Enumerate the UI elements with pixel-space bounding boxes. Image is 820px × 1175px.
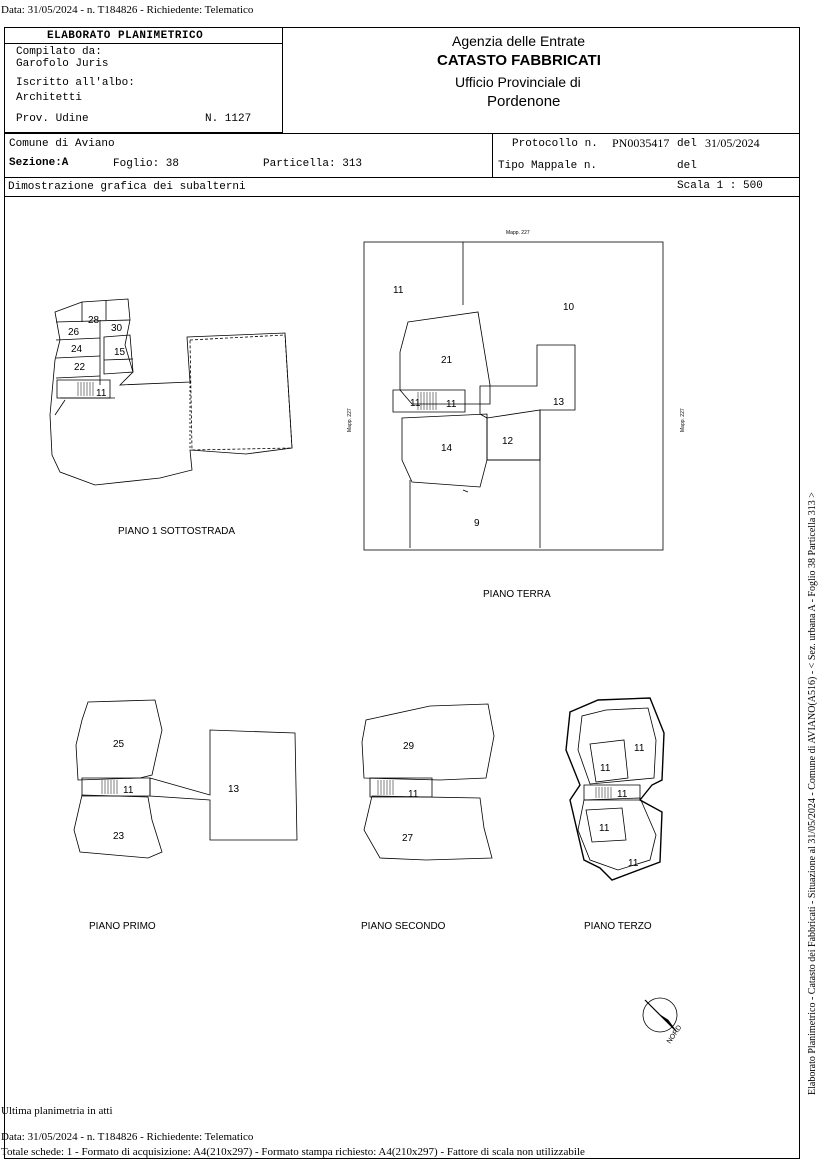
- prov-label: Prov. Udine: [16, 113, 89, 125]
- sezione-label: Sezione:A: [9, 157, 69, 169]
- unit-label: 11: [96, 388, 107, 399]
- comune-label: Comune di Aviano: [9, 138, 115, 150]
- unit-label: 29: [403, 741, 415, 752]
- unit-label: 24: [71, 344, 83, 355]
- protocollo-date: 31/05/2024: [705, 136, 760, 150]
- iscritto-value: Architetti: [16, 92, 83, 104]
- floor-name-primo: PIANO PRIMO: [89, 921, 156, 932]
- unit-label: 14: [441, 443, 453, 454]
- unit-label: 11: [628, 858, 639, 869]
- dimostrazione-label: Dimostrazione grafica dei subalterni: [8, 181, 246, 193]
- plan-terra: [364, 242, 663, 550]
- header-request-info: Data: 31/05/2024 - n. T184826 - Richiedente: Telematico: [1, 4, 254, 16]
- protocollo-label: Protocollo n.: [512, 138, 598, 150]
- title-heading: ELABORATO PLANIMETRICO: [47, 30, 204, 42]
- plan-primo: [74, 700, 297, 858]
- floor-name-sottostrada: PIANO 1 SOTTOSTRADA: [118, 526, 236, 537]
- particella-label: Particella: 313: [263, 158, 363, 170]
- foglio-label: Foglio: 38: [113, 158, 180, 170]
- unit-label: 22: [74, 362, 86, 373]
- ultima-planimetria: Ultima planimetria in atti: [1, 1105, 113, 1117]
- unit-label: 13: [553, 397, 565, 408]
- floor-name-terzo: PIANO TERZO: [584, 921, 652, 932]
- unit-label: 13: [228, 784, 240, 795]
- unit-label: 11: [410, 398, 421, 409]
- albo-number: N. 1127: [205, 113, 252, 125]
- unit-label: 30: [111, 323, 123, 334]
- agency-ufficio: Ufficio Provinciale di: [455, 74, 581, 90]
- tipo-mappale-label: Tipo Mappale n.: [498, 160, 598, 172]
- plan-terzo: [566, 698, 664, 880]
- unit-label: 11: [634, 743, 645, 754]
- plan-secondo: [362, 704, 494, 860]
- side-caption: Elaborato Planimetrico - Catasto dei Fabbricati - Situazione al 31/05/2024 - Comune di AVIANO(A516) - < Sez. urbana A - Foglio 38 Particella 313 >: [807, 492, 818, 1095]
- agency-provincia: Pordenone: [487, 93, 561, 110]
- north-label: NORD: [665, 1024, 684, 1046]
- mapp-label-top: Mapp. 227: [506, 230, 530, 236]
- north-arrow-icon: [643, 998, 677, 1032]
- unit-label: 26: [68, 327, 80, 338]
- compilato-label: Compilato da:: [16, 46, 102, 58]
- protocollo-del-label: del: [677, 138, 697, 150]
- agency-catasto: CATASTO FABBRICATI: [437, 52, 601, 69]
- floor-name-terra: PIANO TERRA: [483, 589, 551, 600]
- unit-label: 15: [114, 347, 126, 358]
- unit-label: 25: [113, 739, 125, 750]
- protocollo-value: PN0035417: [612, 136, 670, 150]
- agency-name: Agenzia delle Entrate: [452, 33, 586, 49]
- unit-label: 11: [393, 285, 404, 296]
- unit-label: 23: [113, 831, 125, 842]
- unit-label: 27: [402, 833, 414, 844]
- plan-sottostrada: [50, 299, 292, 485]
- unit-label: 10: [563, 302, 575, 313]
- footer-totale-schede: Totale schede: 1 - Formato di acquisizione: A4(210x297) - Formato stampa richiesto: A4(210x297) - Fattore di scala non utilizzabile: [1, 1146, 585, 1158]
- unit-label: 11: [600, 763, 611, 774]
- unit-label: 11: [446, 399, 457, 410]
- tipo-mappale-del-label: del: [677, 160, 697, 172]
- unit-label: 11: [617, 789, 628, 800]
- unit-label: 12: [502, 436, 514, 447]
- unit-label: 11: [408, 789, 419, 800]
- unit-label: 21: [441, 355, 453, 366]
- unit-label: 11: [599, 823, 610, 834]
- scala-label: Scala 1 : 500: [677, 180, 763, 192]
- compilato-value: Garofolo Juris: [16, 58, 109, 70]
- mapp-label-right: Mapp. 227: [680, 408, 686, 432]
- floor-name-secondo: PIANO SECONDO: [361, 921, 446, 932]
- iscritto-label: Iscritto all'albo:: [16, 77, 135, 89]
- unit-label: 9: [474, 518, 480, 529]
- mapp-label-left: Mapp. 227: [347, 408, 353, 432]
- unit-label: 11: [123, 785, 134, 796]
- unit-label: 28: [88, 315, 100, 326]
- footer-request-info: Data: 31/05/2024 - n. T184826 - Richiedente: Telematico: [1, 1131, 254, 1143]
